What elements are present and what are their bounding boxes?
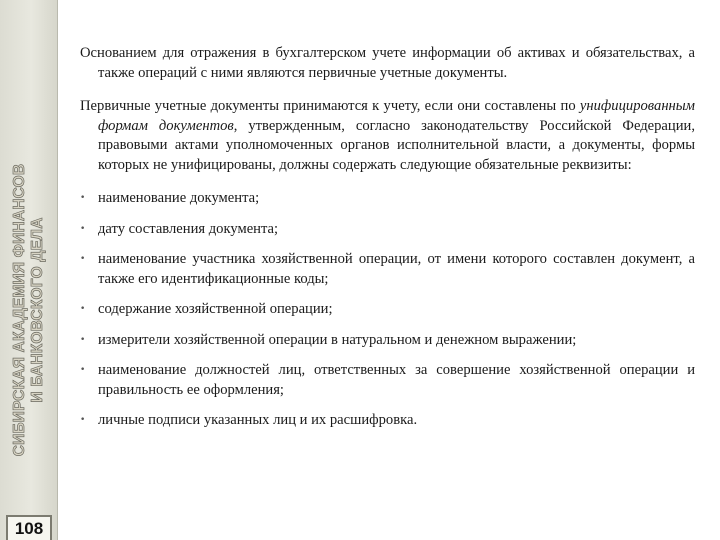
list-item	[80, 411, 695, 431]
list-item	[80, 300, 695, 320]
bullet-icon: •	[80, 304, 86, 314]
list-item-text: наименование должностей лиц, ответственных за совершение хозяйственной операции и правильность ее оформления;	[98, 362, 695, 398]
bullet-icon: •	[80, 254, 86, 264]
list-item-text: содержание хозяйственной операции;	[98, 301, 333, 317]
list-item	[80, 331, 695, 351]
paragraph-requirements-start: Первичные учетные документы принимаются к учету, если они составлены по	[80, 98, 580, 114]
list-item	[80, 189, 695, 209]
sidebar-title-line1: СИБИРСКАЯ АКАДЕМИЯ ФИНАНСОВ	[11, 163, 28, 457]
bullet-icon: •	[80, 223, 86, 234]
paragraph-requirements	[80, 97, 695, 175]
sidebar	[0, 0, 58, 540]
bullet-icon: •	[80, 365, 86, 375]
list-item-text: дату составления документа;	[98, 220, 279, 237]
list-item	[80, 250, 695, 289]
unified-forms-emphasis: унифицированным формам документов	[98, 98, 695, 134]
requisites-list	[80, 189, 695, 431]
paragraph-requirements-end: , утвержденным, согласно законодательству Российской Федерации, правовыми актами уполномоченных органов исполнительной власти, а документы, формы которых не унифицированы, должны содержать следующие обязательные реквизиты:	[98, 117, 695, 173]
list-item	[80, 361, 695, 400]
list-item-text: личные подписи указанных лиц и их расшифровка.	[98, 412, 418, 428]
list-item	[80, 220, 695, 240]
paragraph-basis: Основанием для отражения в бухгалтерском учете информации об активах и обязательствах, а также операций с ними являются первичные учетные документы.	[80, 45, 695, 81]
bullet-icon: •	[80, 334, 86, 345]
sidebar-title-line2: И БАНКОВСКОГО ДЕЛА	[29, 217, 46, 403]
bullet-icon: •	[80, 415, 86, 425]
slide-content	[80, 44, 695, 442]
sidebar-title	[11, 164, 47, 457]
bullet-icon: •	[80, 193, 86, 203]
list-item-text: наименование участника хозяйственной операции, от имени которого составлен документ, а также его идентификационные коды;	[98, 251, 695, 287]
list-item-text: измерители хозяйственной операции в натуральном и денежном выражении;	[98, 331, 577, 348]
list-item-text: наименование документа;	[98, 190, 260, 206]
page-number: 108	[6, 515, 52, 540]
